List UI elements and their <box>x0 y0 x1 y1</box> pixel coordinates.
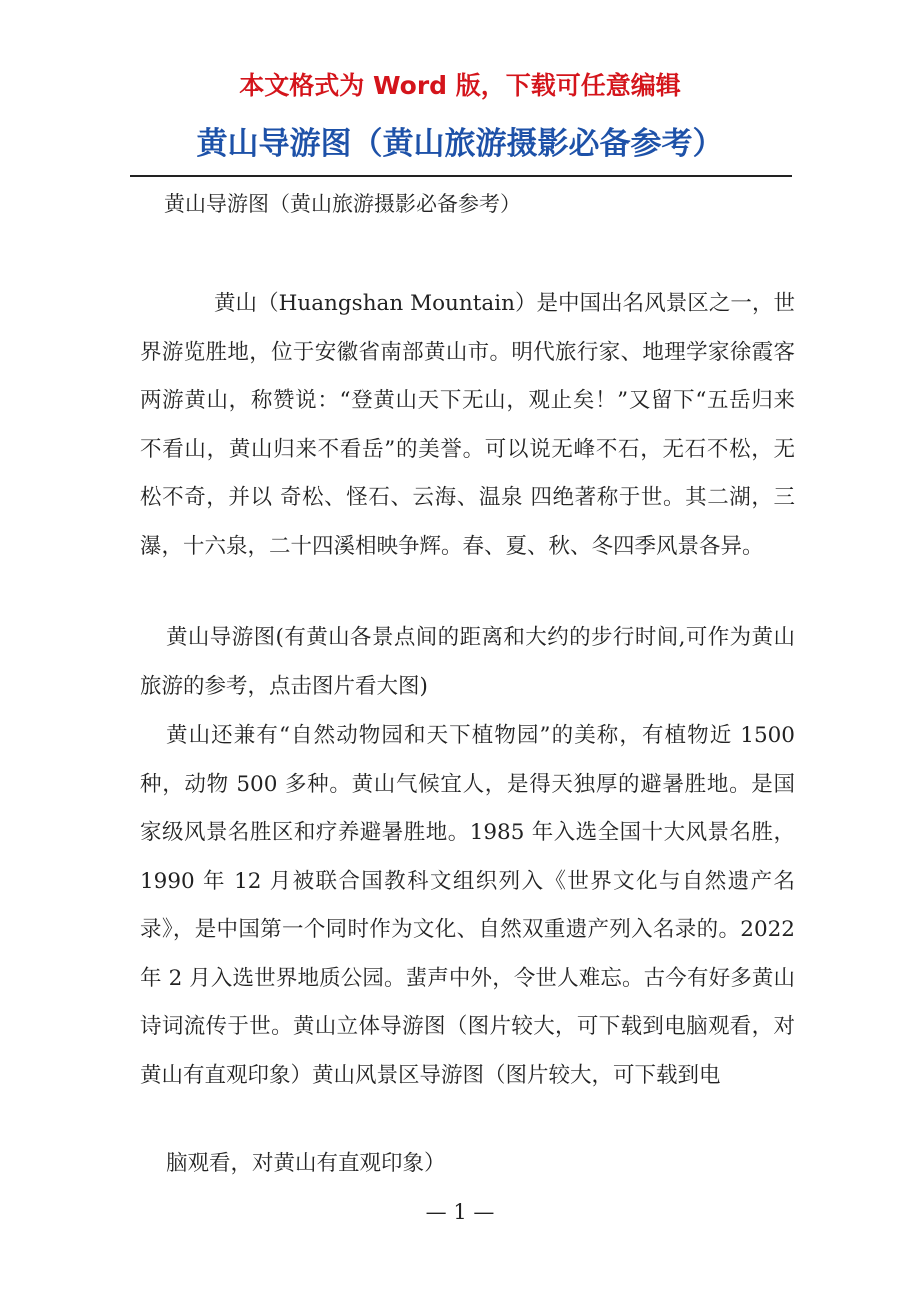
intro-paragraph: 黄山（Huangshan Mountain）是中国出名风景区之一，世界游览胜地，位于安徽省南部黄山市。明代旅行家、地理学家徐霞客两游黄山，称赞说：“登黄山天下无山，观止矣！”又留下“五岳归来不看山，黄山归来不看岳”的美誉。可以说无峰不石，无石不松，无松不奇，并以 奇松、怪石、云海、温泉 四绝著称于世。其二湖，三瀑，十六泉，二十四溪相映争辉。春、夏、秋、冬四季风景各异。 <box>140 291 795 559</box>
page-number: — 1 — <box>425 1200 495 1224</box>
document-title: 黄山导游图（黄山旅游摄影必备参考） <box>196 126 724 162</box>
nature-paragraph: 黄山还兼有“自然动物园和天下植物园”的美称，有植物近 1500 种，动物 500 多种。黄山气候宜人，是得天独厚的避暑胜地。是国家级风景名胜区和疗养避暑胜地。1985 年入选全国十大风景名胜，1990 年 12 月被联合国教科文组织列入《世界文化与自然遗产名录》，是中国第一个同时作为文化、自然双重遗产列入名录的。2022 年 2 月入选世界地质公园。蜚声中外，令世人难忘。古今有好多黄山诗词流传于世。黄山立体导游图（图片较大，可下载到电脑观看，对黄山有直观印象）黄山风景区导游图（图片较大，可下载到电 <box>140 723 795 1088</box>
document-subtitle: 黄山导游图（黄山旅游摄影必备参考） <box>164 192 521 216</box>
title-divider <box>130 175 792 177</box>
map-caption-paragraph: 黄山导游图(有黄山各景点间的距离和大约的步行时间,可作为黄山旅游的参考，点击图片看大图) <box>140 625 795 699</box>
continuation-line: 脑观看，对黄山有直观印象） <box>166 1151 446 1176</box>
editable-notice: 本文格式为 Word 版，下载可任意编辑 <box>239 71 681 100</box>
